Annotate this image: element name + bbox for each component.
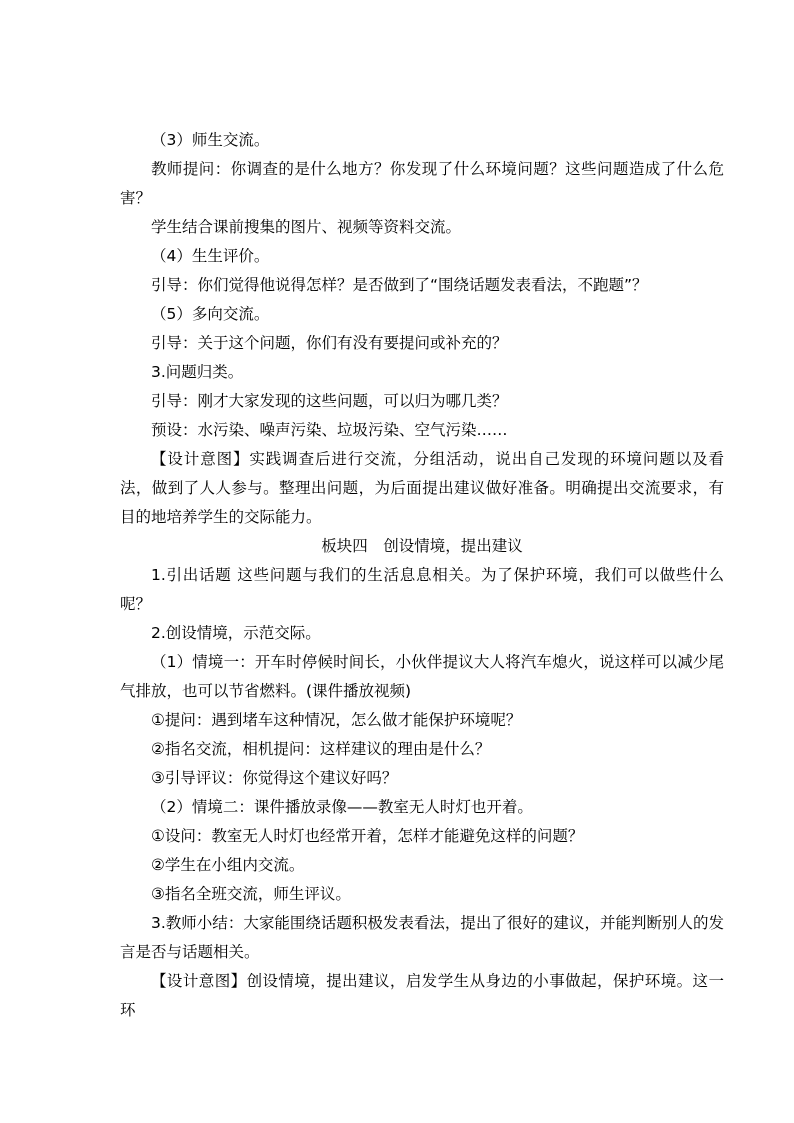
paragraph: 学生结合课前搜集的图片、视频等资料交流。 — [151, 218, 462, 236]
paragraph: 预设：水污染、噪声污染、垃圾污染、空气污染…… — [151, 421, 508, 439]
paragraph: 引导：你们觉得他说得怎样？是否做到了“围绕话题发表看法，不跑题”？ — [151, 276, 648, 294]
paragraph: 教师提问：你调查的是什么地方？你发现了什么环境问题？这些问题造成了什么危害？ — [120, 160, 724, 207]
paragraph: 2.创设情境，示范交际。 — [151, 624, 321, 642]
paragraph: （2）情境二：课件播放录像——教室无人时灯也开着。 — [151, 798, 533, 816]
paragraph: ③指名全班交流，师生评议。 — [151, 885, 351, 903]
document-body — [120, 126, 724, 1025]
design-intent-paragraph: 【设计意图】实践调查后进行交流，分组活动，说出自己发现的环境问题以及看法，做到了人人参与。整理出问题，为后面提出建议做好准备。明确提出交流要求，有目的地培养学生的交际能力。 — [120, 450, 724, 526]
design-intent-paragraph: 【设计意图】创设情境，提出建议，启发学生从身边的小事做起，保护环境。这一环 — [120, 972, 724, 1019]
paragraph: 引导：刚才大家发现的这些问题，可以归为哪几类？ — [151, 392, 508, 410]
paragraph: （5）多向交流。 — [151, 305, 270, 323]
paragraph: 3.问题归类。 — [151, 363, 244, 381]
paragraph: 3.教师小结：大家能围绕话题积极发表看法，提出了很好的建议，并能判断别人的发言是否与话题相关。 — [120, 914, 724, 961]
paragraph: （1）情境一：开车时停候时间长，小伙伴提议大人将汽车熄火，说这样可以减少尾气排放，也可以节省燃料。(课件播放视频) — [120, 653, 724, 700]
paragraph: ②学生在小组内交流。 — [151, 856, 305, 874]
paragraph: ②指名交流，相机提问：这样建议的理由是什么？ — [151, 740, 491, 758]
section-heading: 板块四 创设情境，提出建议 — [321, 537, 523, 555]
paragraph: 引导：关于这个问题，你们有没有要提问或补充的？ — [151, 334, 508, 352]
paragraph: ①设问：教室无人时灯也经常开着，怎样才能避免这样的问题？ — [151, 827, 584, 845]
paragraph: 1.引出话题 这些问题与我们的生活息息相关。为了保护环境，我们可以做些什么呢？ — [120, 566, 724, 613]
paragraph: （3）师生交流。 — [151, 131, 270, 149]
paragraph: （4）生生评价。 — [151, 247, 270, 265]
paragraph: ①提问：遇到堵车这种情况，怎么做才能保护环境呢？ — [151, 711, 522, 729]
paragraph: ③引导评议：你觉得这个建议好吗？ — [151, 769, 398, 787]
